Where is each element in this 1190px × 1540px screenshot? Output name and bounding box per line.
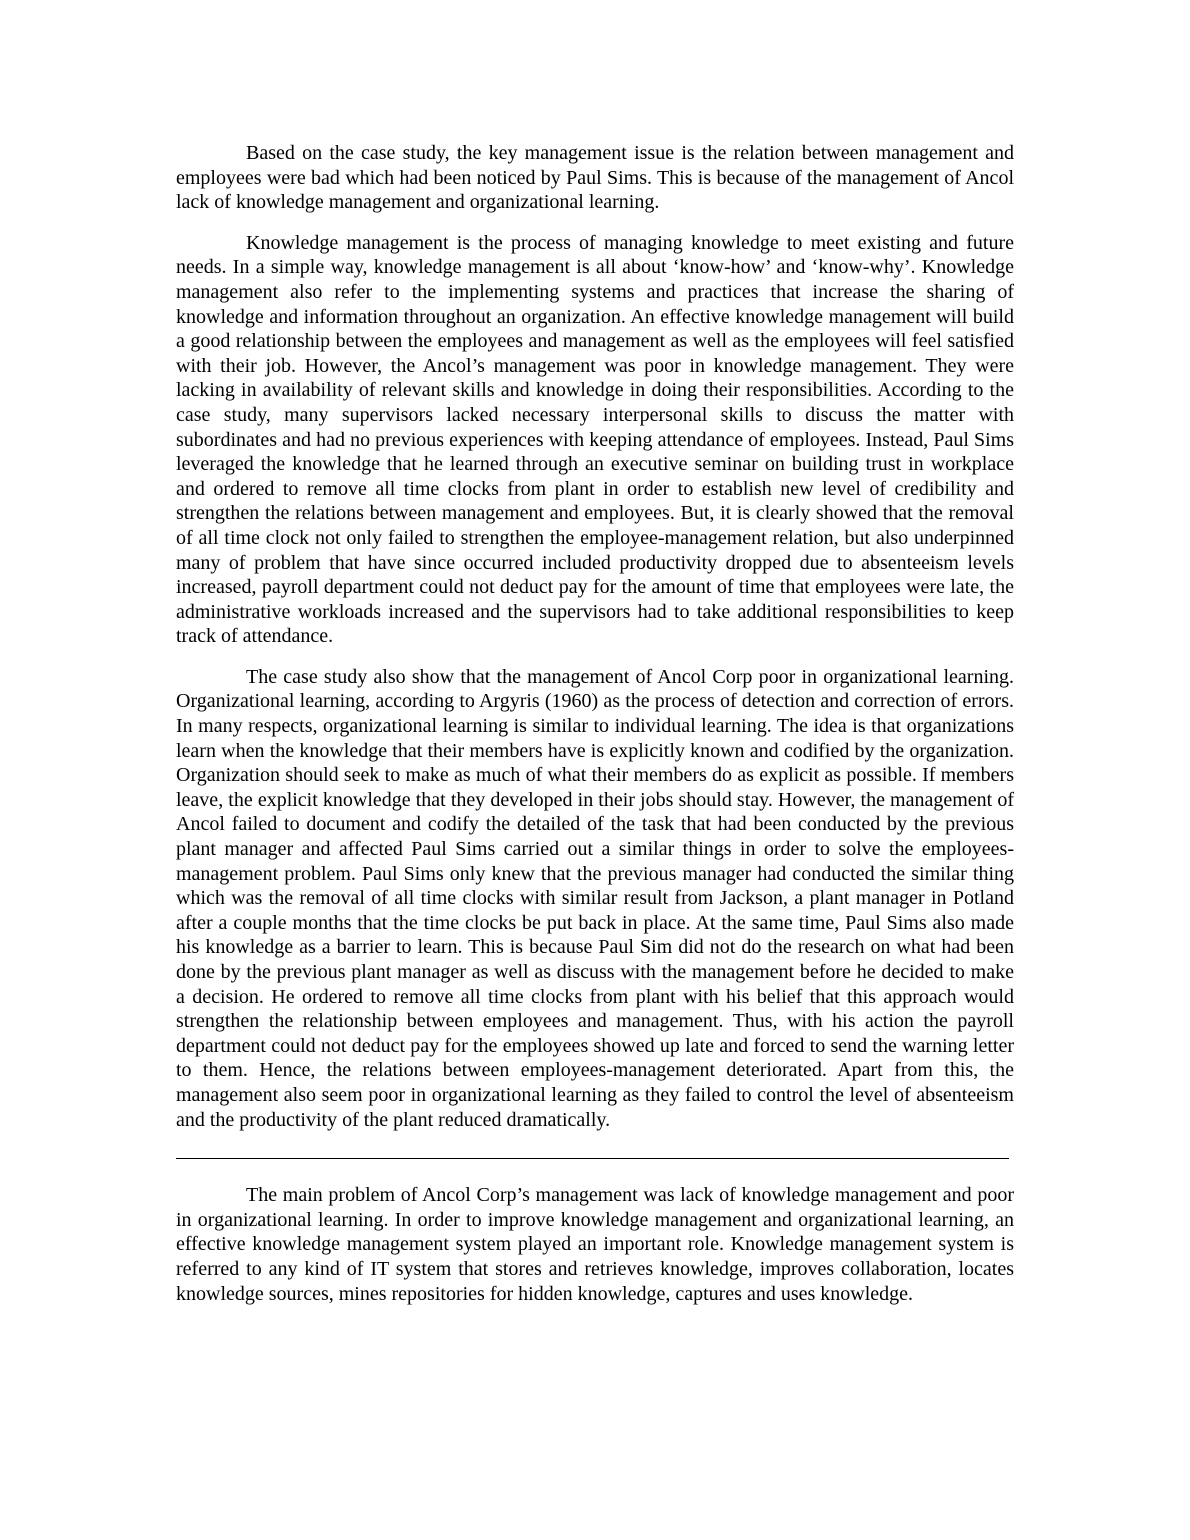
- document-page: [176, 141, 1014, 1322]
- paragraph-main-problem: The main problem of Ancol Corp’s management was lack of knowledge management and poor in organizational learning. In order to improve knowledge management and organizational learning, an effective knowledge management system played an important role. Knowledge management system is referred to any kind of IT system that stores and retrieves knowledge, improves collaboration, locates knowledge sources, mines repositories for hidden knowledge, captures and uses knowledge.: [176, 1184, 1014, 1305]
- paragraph-key-issue: Based on the case study, the key management issue is the relation between management and employees were bad which had been noticed by Paul Sims. This is because of the management of Ancol lack of knowledge management and organizational learning.: [176, 142, 1014, 214]
- paragraph-knowledge-management: Knowledge management is the process of managing knowledge to meet existing and future needs. In a simple way, knowledge management is all about ‘know-how’ and ‘know-why’. Knowledge management also refer to the implementing systems and practices that increase the sharing of knowledge and information throughout an organization. An effective knowledge management will build a good relationship between the employees and management as well as the employees will feel satisfied with their job. However, the Ancol’s management was poor in knowledge management. They were lacking in availability of relevant skills and knowledge in doing their responsibilities. According to the case study, many supervisors lacked necessary interpersonal skills to discuss the matter with subordinates and had no previous experiences with keeping attendance of employees. Instead, Paul Sims leveraged the knowledge that he learned through an executive seminar on building trust in workplace and ordered to remove all time clocks from plant in order to establish new level of credibility and strengthen the relations between management and employees. But, it is clearly showed that the removal of all time clock not only failed to strengthen the employee-management relation, but also underpinned many of problem that have since occurred included productivity dropped due to absenteeism levels increased, payroll department could not deduct pay for the amount of time that employees were late, the administrative workloads increased and the supervisors had to take additional responsibilities to keep track of attendance.: [176, 231, 1014, 648]
- paragraph-organizational-learning: The case study also show that the management of Ancol Corp poor in organizational learning. Organizational learning, according to Argyris (1960) as the process of detection and correction of errors. In many respects, organizational learning is similar to individual learning. The idea is that organizations learn when the knowledge that their members have is explicitly known and codified by the organization. Organization should seek to make as much of what their members do as explicit as possible. If members leave, the explicit knowledge that they developed in their jobs should stay. However, the management of Ancol failed to document and codify the detailed of the task that had been conducted by the previous plant manager and affected Paul Sims carried out a similar things in order to solve the employees-management problem. Paul Sims only knew that the previous manager had conducted the similar thing which was the removal of all time clocks with similar result from Jackson, a plant manager in Potland after a couple months that the time clocks be put back in place. At the same time, Paul Sims also made his knowledge as a barrier to learn. This is because Paul Sim did not do the research on what had been done by the previous plant manager as well as discuss with the management before he decided to make a decision. He ordered to remove all time clocks from plant with his belief that this approach would strengthen the relationship between employees and management. Thus, with his action the payroll department could not deduct pay for the employees showed up late and forced to send the warning letter to them. Hence, the relations between employees-management deteriorated. Apart from this, the management also seem poor in organizational learning as they failed to control the level of absenteeism and the productivity of the plant reduced dramatically.: [176, 665, 1014, 1131]
- section-divider: [176, 1158, 1009, 1159]
